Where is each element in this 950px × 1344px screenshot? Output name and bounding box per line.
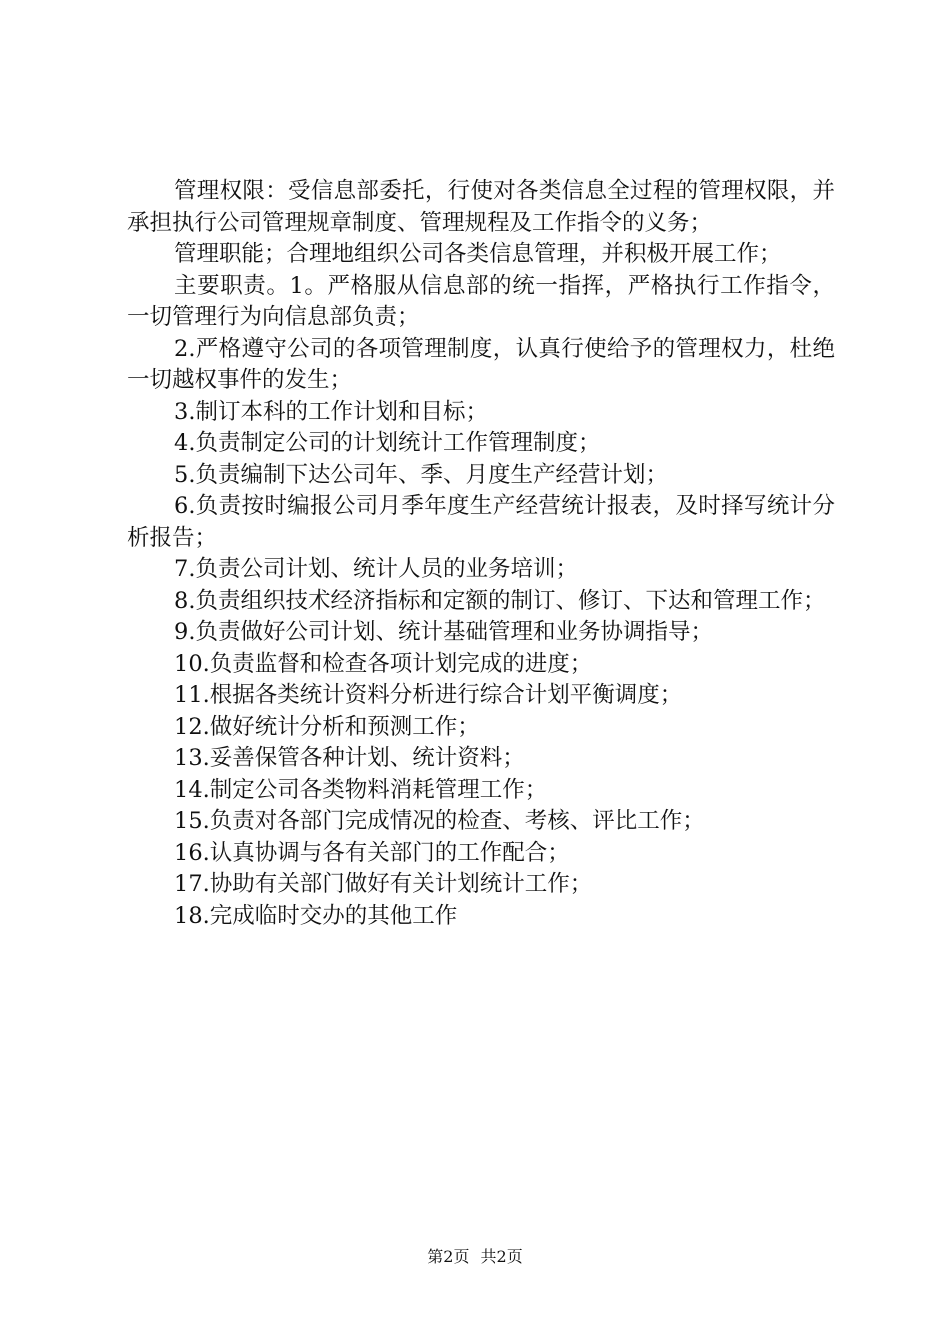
page-total: 共2页 [480, 1247, 523, 1266]
paragraph: 2.严格遵守公司的各项管理制度，认真行使给予的管理权力，杜绝一切越权事件的发生； [127, 335, 835, 393]
page-footer [0, 1244, 950, 1267]
paragraph: 8.负责组织技术经济指标和定额的制订、修订、下达和管理工作； [174, 587, 826, 614]
paragraph: 18.完成临时交办的其他工作 [174, 902, 458, 929]
paragraph: 管理职能；合理地组织公司各类信息管理，并积极开展工作； [174, 241, 782, 267]
paragraph: 10.负责监督和检查各项计划完成的进度； [174, 650, 593, 677]
paragraph: 12.做好统计分析和预测工作； [174, 713, 480, 740]
paragraph: 9.负责做好公司计划、统计基础管理和业务协调指导； [174, 619, 713, 645]
paragraph: 13.妥善保管各种计划、统计资料； [174, 745, 525, 771]
paragraph: 14.制定公司各类物料消耗管理工作； [174, 776, 548, 803]
document-body [127, 176, 835, 932]
paragraph: 管理权限：受信息部委托，行使对各类信息全过程的管理权限，并承担执行公司管理规章制度、管理规程及工作指令的义务； [127, 178, 835, 236]
page-number: 第2页 [427, 1247, 470, 1266]
paragraph: 3.制订本科的工作计划和目标； [174, 398, 488, 425]
paragraph: 11.根据各类统计资料分析进行综合计划平衡调度； [174, 682, 683, 708]
paragraph: 15.负责对各部门完成情况的检查、考核、评比工作； [174, 808, 705, 834]
paragraph: 17.协助有关部门做好有关计划统计工作； [174, 871, 593, 897]
paragraph: 4.负责制定公司的计划统计工作管理制度； [174, 430, 601, 456]
paragraph: 5.负责编制下达公司年、季、月度生产经营计划； [174, 461, 668, 488]
paragraph: 16.认真协调与各有关部门的工作配合； [174, 839, 570, 866]
paragraph: 主要职责。1。严格服从信息部的统一指挥，严格执行工作指令，一切管理行为向信息部负责； [127, 272, 835, 330]
paragraph: 7.负责公司计划、统计人员的业务培训； [174, 556, 578, 582]
paragraph: 6.负责按时编报公司月季年度生产经营统计报表，及时择写统计分析报告； [127, 493, 835, 551]
